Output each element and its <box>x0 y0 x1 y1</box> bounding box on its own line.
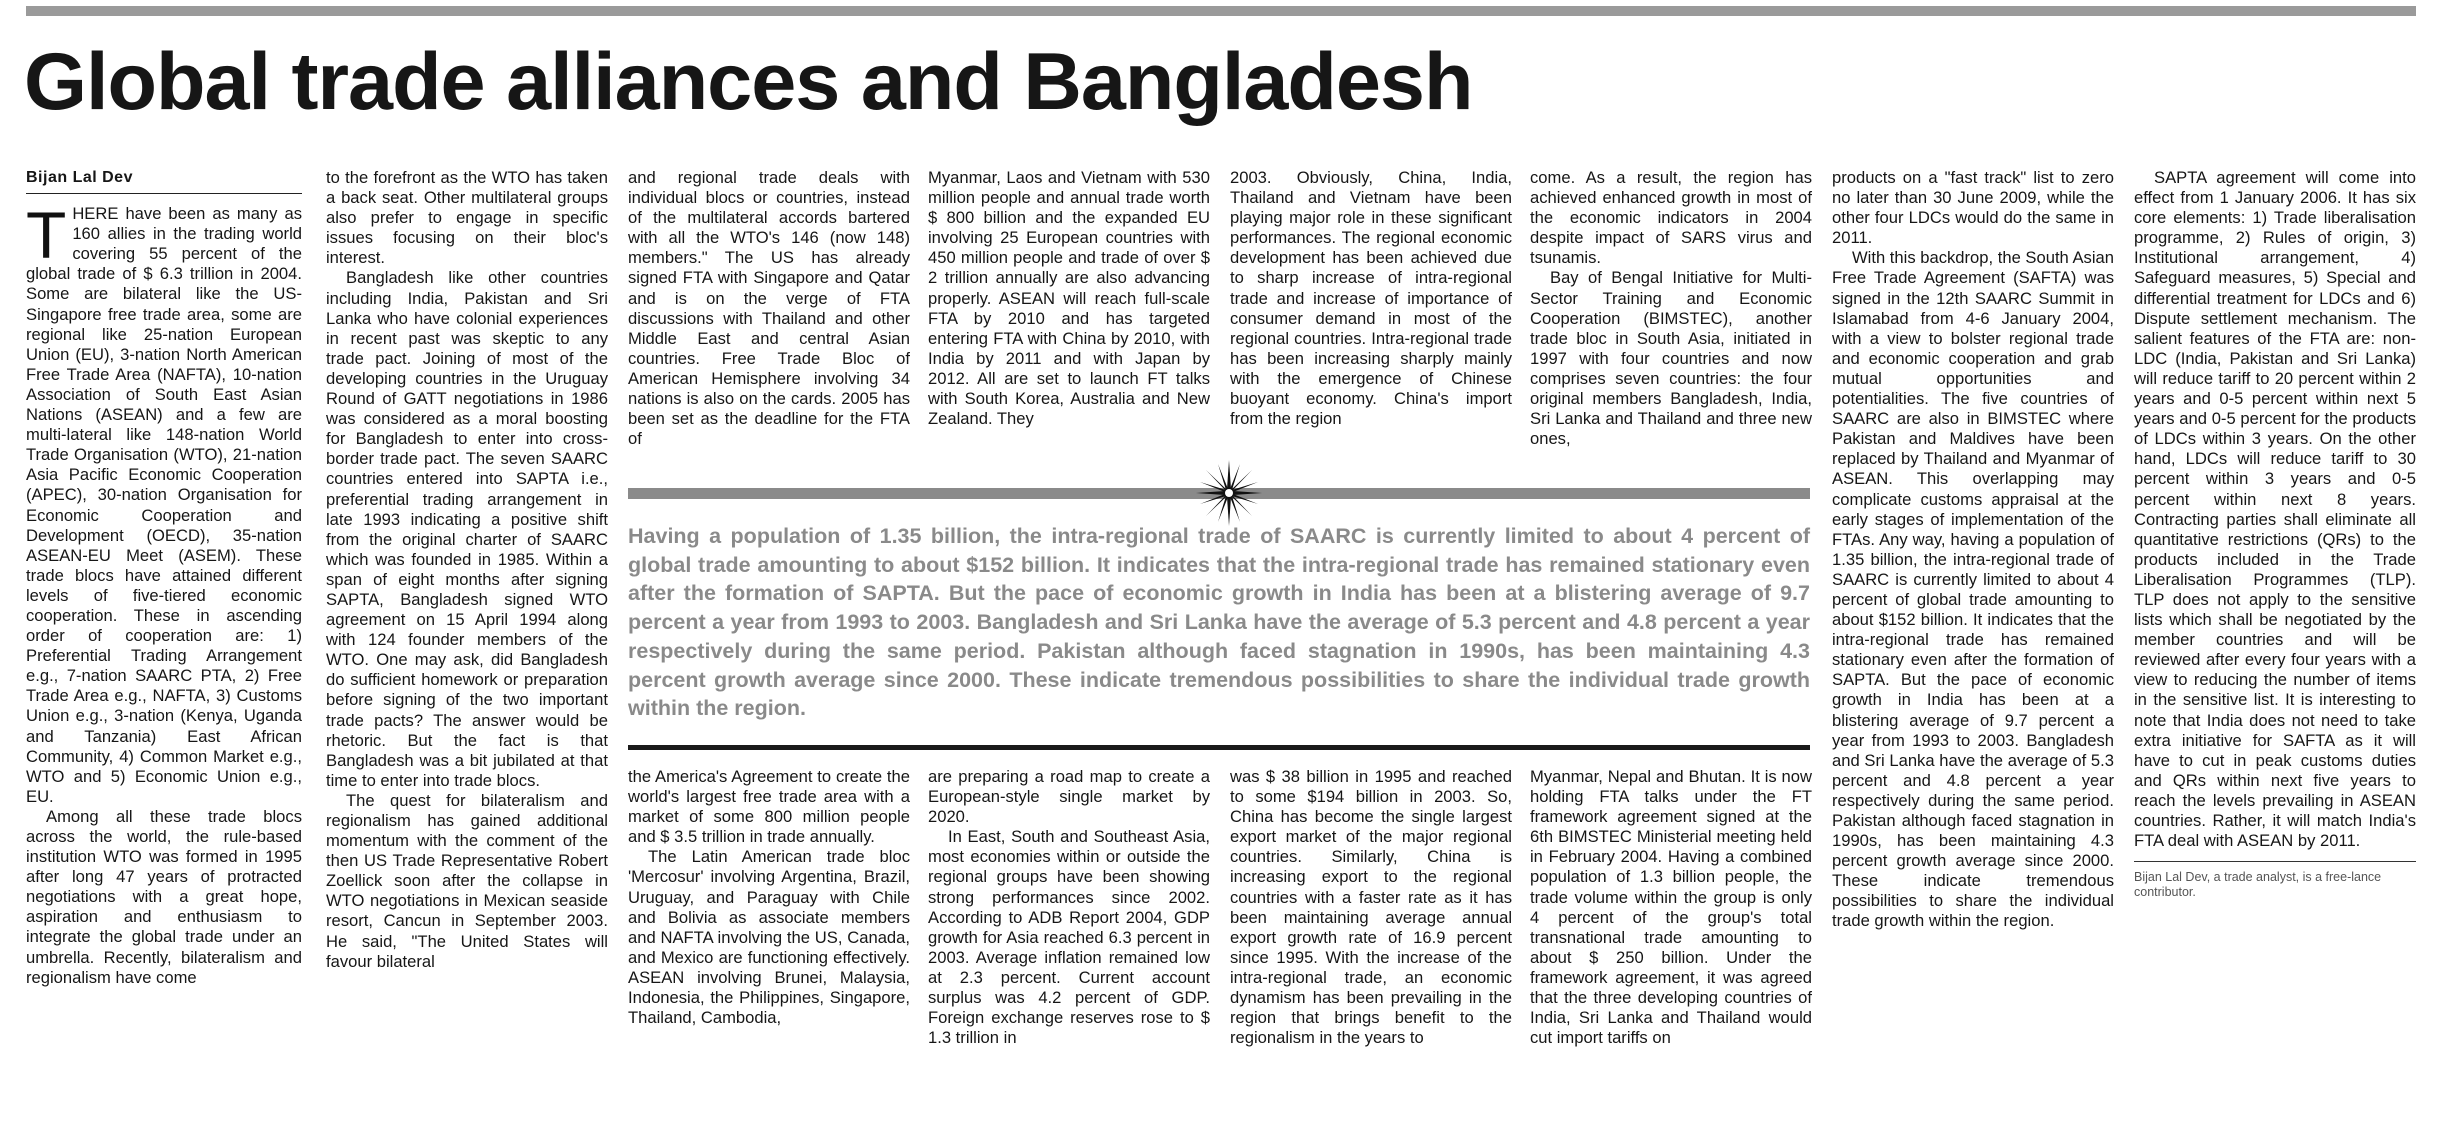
paragraph: come. As a result, the region has achieved enhanced growth in most of the economic indicators in 2004 despite impact of SARS virus and tsunamis. <box>1530 168 1812 268</box>
paragraph: Among all these trade blocs across the world, the rule-based institution WTO was formed in 1995 after long 47 years of protracted negotiations with a great hope, aspiration and enthusiasm to integrate the global trade under an umbrella. Recently, bilateralism and regionalism have come <box>26 806 302 987</box>
paragraph: SAPTA agreement will come into effect from 1 January 2006. It has six core elements: 1) Trade liberalisation programme, 2) Rules of origin, 3) Institutional arrangement, 4) Safeguard measures, 5) Special and differential treatment for LDCs and 6) Dispute settlement mechanism. The salient features of the FTA are: non-LDC (India, Pakistan and Sri Lanka) will reduce tariff to 20 percent within 2 years and 0-5 percent within next 5 years and 0-5 percent for the products of LDCs within 3 years. On the other hand, LDCs will reduce tariff to 30 percent within 3 years and 0-5 percent within next 8 years. Contracting parties shall eliminate all quantitative restrictions (QRs) to the products included in the Trade Liberalisation Programmes (TLP). TLP does not apply to the sensitive lists which shall be negotiated by the member countries and will be reviewed after every four years with a view to reducing the number of items in the sensitive list. It is interesting to note that India does not need to take extra initiative for SAFTA as it will have to cut in peak customs duties and QRs within next five years to reach the levels prevailing in ASEAN countries. Rather, it will match India's FTA deal with ASEAN by 2011. <box>2134 168 2416 851</box>
paragraph: the America's Agreement to create the world's largest free trade area with a market of some 800 million people and $ 3.5 trillion in trade annually. <box>628 767 910 847</box>
column-3-bottom <box>628 767 910 1123</box>
paragraph: 2003. Obviously, China, India, Thailand and Vietnam have been playing major role in these significant performances. The regional economic development has been achieved due to sharp increase of intra-regional trade and increase of importance of consumer demand in most of the regional countries. Intra-regional trade has been increasing sharply mainly with the emergence of Chinese buoyant economy. China's import from the region <box>1230 168 1512 429</box>
headline: Global trade alliances and Bangladesh <box>24 37 1473 127</box>
paragraph: and regional trade deals with individual blocs or countries, instead of the multilateral accords bartered with all the WTO's 146 (now 148) members." The US has already signed FTA with Singapore and Qatar and is on the verge of FTA discussions with Thailand and other Middle East and central Asian countries. Free Trade Bloc of American Hemisphere involving 34 nations is also on the cards. 2005 has been set as the deadline for the FTA of <box>628 168 910 449</box>
pull-quote-bottom-rule <box>628 745 1810 750</box>
top-rule <box>26 6 2416 16</box>
byline: Bijan Lal Dev <box>26 168 302 194</box>
paragraph: Bay of Bengal Initiative for Multi-Sector Training and Economic Cooperation (BIMSTEC), another trade bloc in South Asia, initiated in 1997 with four countries and now comprises seven countries: the four original members Bangladesh, India, Sri Lanka and Thailand and three new ones, <box>1530 268 1812 449</box>
paragraph: Myanmar, Nepal and Bhutan. It is now holding FTA talks under the FT framework agreement signed at the 6th BIMSTEC Ministerial meeting held in February 2004. Having a combined population of 1.3 billion people, the trade volume within the group is only 4 percent of the group's total transnational trade amounting to about $ 250 billion. Under the framework agreement, it was agreed that the three developing countries of India, Sri Lanka and Thailand would cut import tariffs on <box>1530 767 1812 1048</box>
paragraph: With this backdrop, the South Asian Free Trade Agreement (SAFTA) was signed in the 12th SAARC Summit in Islamabad from 4-6 January 2004, with a view to bolster regional trade and economic cooperation and grab mutual opportunities and potentialities. The five countries of SAARC are also in BIMSTEC where Pakistan and Maldives have been replaced by Thailand and Myanmar of ASEAN. This overlapping may complicate customs appraisal at the early stages of implementation of the FTAs. Any way, having a population of 1.35 billion, the intra-regional trade of SAARC is currently limited to about 4 percent of global trade amounting to about $152 billion. It indicates that the intra-regional trade has remained stationary even after the formation of SAPTA. But the pace of economic growth in India has been at a blistering average of 9.7 percent a year from 1993 to 2003. Bangladesh and Sri Lanka have the average of 5.3 percent and 4.8 percent a year respectively during the same period. Pakistan although faced stagnation in 1990s, has been maintaining 4.3 percent growth average since 2000. These indicate tremendous possibilities to share the individual trade growth within the region. <box>1832 248 2114 931</box>
pull-quote-text: Having a population of 1.35 billion, the intra-regional trade of SAARC is currently limited to about 4 percent of global trade amounting to about $152 billion. It indicates that the intra-regional trade has remained stationary even after the formation of SAPTA. But the pace of economic growth in India has been at a blistering average of 9.7 percent a year from 1993 to 2003. Bangladesh and Sri Lanka have the average of 5.3 percent and 4.8 percent a year respectively during the same period. Pakistan although faced stagnation in 1990s, has been maintaining 4.3 percent growth average since 2000. These indicate tremendous possibilities to share the individual trade growth within the region. <box>628 524 1810 721</box>
column-5-bottom <box>1230 767 1512 1123</box>
lead-paragraph <box>26 198 302 807</box>
paragraph: was $ 38 billion in 1995 and reached to some $194 billion in 2003. So, China has become the single largest export market of the major regional countries. Similarly, China is increasing export to the regional countries with a faster rate as it has been maintaining average annual export growth rate of 16.9 percent since 1995. With the increase of the intra-regional trade, an economic dynamism has been prevailing in the region that brings benefit to the regionalism in the years to <box>1230 767 1512 1048</box>
paragraph: Bangladesh like other countries including India, Pakistan and Sri Lanka who have colonial experiences in recent past was skeptic to any trade pact. Joining of most of the developing countries in the Uruguay Round of GATT negotiations in 1986 was considered as a moral boosting for Bangladesh to enter into cross-border trade pact. The seven SAARC countries entered into SAPTA i.e., preferential trading arrangement in late 1993 indicating a positive shift from the original charter of SAARC which was founded in 1985. Within a span of eight months after signing SAPTA, Bangladesh signed WTO agreement on 15 April 1994 along with 124 founder members of the WTO. One may ask, did Bangladesh do sufficient homework or preparation before signing of the two important trade pacts? The answer would be rhetoric. But the fact is that Bangladesh was a bit jubilated at that time to enter into trade blocs. <box>326 268 608 790</box>
column-7 <box>1832 168 2114 1123</box>
paragraph: The Latin American trade bloc 'Mercosur' involving Argentina, Brazil, Uruguay, and Paraguay with Chile and Bolivia as associate members and NAFTA involving the US, Canada, and Mexico are functioning effectively. ASEAN involving Brunei, Malaysia, Indonesia, the Philippines, Singapore, Thailand, Cambodia, <box>628 847 910 1028</box>
column-2 <box>326 168 608 1123</box>
column-8 <box>2134 168 2416 1123</box>
column-5-top <box>1230 168 1512 473</box>
column-1 <box>26 168 302 1123</box>
column-3-top <box>628 168 910 473</box>
author-note: Bijan Lal Dev, a trade analyst, is a free-lance contributor. <box>2134 870 2382 900</box>
paragraph: to the forefront as the WTO has taken a back seat. Other multilateral groups also prefer to engage in specific issues focusing on their bloc's interest. <box>326 168 608 268</box>
drop-cap: T <box>26 198 67 273</box>
paragraph: Myanmar, Laos and Vietnam with 530 million people and annual trade worth $ 800 billion and the expanded EU involving 25 European countries with 450 million people and trade of over $ 2 trillion annually are also advancing properly. ASEAN will reach full-scale FTA by 2010 and has targeted entering FTA with China by 2010, with India by 2011 and with Japan by 2012. All are set to launch FT talks with South Korea, Australia and New Zealand. They <box>928 168 1210 429</box>
column-6-bottom <box>1530 767 1812 1123</box>
column-6-top <box>1530 168 1812 473</box>
paragraph: In East, South and Southeast Asia, most economies within or outside the regional groups have been showing strong performances since 2002. According to ADB Report 2004, GDP growth for Asia reached 6.3 percent in 2003. Average inflation remained low at 2.3 percent. Current account surplus was 4.2 percent of GDP. Foreign exchange reserves rose to $ 1.3 trillion in <box>928 827 1210 1048</box>
starburst-icon <box>1194 458 1264 528</box>
paragraph: are preparing a road map to create a European-style single market by 2020. <box>928 767 1210 827</box>
column-4-bottom <box>928 767 1210 1123</box>
lead-paragraph-text: HERE have been as many as 160 allies in the trading world covering 55 percent of the global trade of $ 6.3 trillion in 2004. Some are bilateral like the US-Singapore free trade area, some are regional like 25-nation European Union (EU), 3-nation North American Free Trade Area (NAFTA), 10-nation Association of South East Asian Nations (ASEAN) and a few are multi-lateral like 148-nation World Trade Organisation (WTO), 21-nation Asia Pacific Economic Cooperation (APEC), 30-nation Organisation for Economic Cooperation and Development (OECD), 35-nation ASEAN-EU Meet (ASEM). These trade blocs have attained different levels of five-tiered economic cooperation. These in ascending order of cooperation are: 1) Preferential Trading Arrangement e.g., 7-nation SAARC PTA, 2) Free Trade Area e.g., NAFTA, 3) Customs Union e.g., 3-nation (Kenya, Uganda and Tanzania) East African Community, 4) Common Market e.g., WTO and 5) Economic Union e.g., EU. <box>26 204 302 806</box>
paragraph: The quest for bilateralism and regionalism has gained additional momentum with the comment of the then US Trade Representative Robert Zoellick soon after the collapse in WTO negotiations in Mexican seaside resort, Cancun in September 2003. He said, "The United States will favour bilateral <box>326 790 608 971</box>
column-4-top <box>928 168 1210 473</box>
paragraph: products on a "fast track" list to zero no later than 30 June 2009, while the other four LDCs would do the same in 2011. <box>1832 168 2114 248</box>
author-note-divider <box>2134 861 2416 900</box>
